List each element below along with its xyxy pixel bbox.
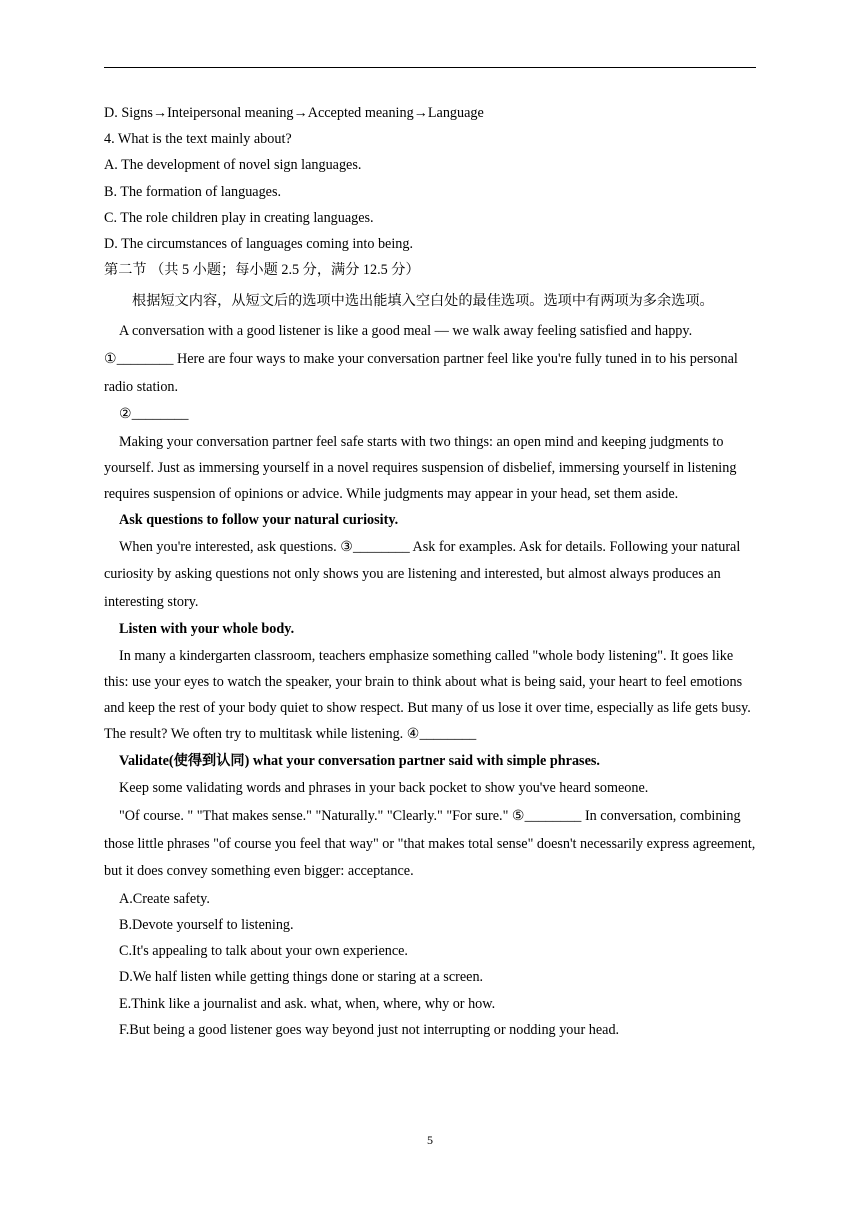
passage-paragraph-2: Making your conversation partner feel safe starts with two things: an open mind and keeping judgments to yourself. Just as immersing yourself in a novel requires suspension of disbelief, immersing yourself in listening requires suspension of opinions or advice. While judgments may appear in your head, set them aside. xyxy=(104,433,737,503)
document-body xyxy=(104,100,756,1043)
section-instruction: 根据短文内容，从短文后的选项中选出能填入空白处的最佳选项。选项中有两项为多余选项。 xyxy=(132,293,714,310)
question-4-option-d: D. The circumstances of languages coming into being. xyxy=(104,236,414,253)
option-e: E.Think like a journalist and ask. what, when, where, why or how. xyxy=(119,995,496,1012)
section-heading: 第二节 （共 5 小题；每小题 2.5 分，满分 12.5 分） xyxy=(104,262,420,279)
passage-paragraph-1: A conversation with a good listener is like a good meal — we walk away feeling satisfied and happy. ①________ Here are four ways to make your conversation partner feel like you're fully tuned in to his personal radio station. xyxy=(104,323,738,395)
subheading-validate: Validate(使得到认同) what your conversation partner said with simple phrases. xyxy=(119,753,600,770)
option-f: F.But being a good listener goes way beyond just not interrupting or nodding your head. xyxy=(119,1021,620,1038)
subheading-whole-body: Listen with your whole body. xyxy=(119,621,295,638)
header-rule xyxy=(104,67,756,68)
passage-paragraph-4: In many a kindergarten classroom, teachers emphasize something called "whole body listening". It goes like this: use your eyes to watch the speaker, your brain to think about what is being said, your heart to feel emotions and keep the rest of your body quiet to show respect. But many of us lose it over time, especially as life gets busy. The result? We often try to multitask while listening. ④________ xyxy=(104,647,751,743)
passage-paragraph-5: Keep some validating words and phrases in your back pocket to show you've heard someone. xyxy=(119,780,649,797)
question-4-stem: 4. What is the text mainly about? xyxy=(104,131,292,148)
subheading-ask-questions: Ask questions to follow your natural curiosity. xyxy=(119,512,399,529)
blank-2: ②________ xyxy=(119,406,189,423)
passage-paragraph-3: When you're interested, ask questions. ③________ Ask for examples. Ask for details. Following your natural curiosity by asking questions not only shows you are listening and interested, but almost always produces an interesting story. xyxy=(104,538,741,610)
option-a: A.Create safety. xyxy=(119,890,210,907)
option-c: C.It's appealing to talk about your own experience. xyxy=(119,943,408,960)
page-number: 5 xyxy=(427,1133,433,1147)
option-b: B.Devote yourself to listening. xyxy=(119,916,294,933)
question-3-option-d: D. Signs→Inteipersonal meaning→Accepted meaning→Language xyxy=(104,105,484,121)
question-4-option-c: C. The role children play in creating languages. xyxy=(104,209,374,226)
passage-paragraph-6: "Of course. " "That makes sense." "Naturally." "Clearly." "For sure." ⑤________ In conversation, combining those little phrases "of course you feel that way" or "that makes total sense" doesn't necessarily express agreement, but it does convey something even bigger: acceptance. xyxy=(104,808,756,880)
question-4-option-a: A. The development of novel sign languages. xyxy=(104,157,362,174)
question-4-option-b: B. The formation of languages. xyxy=(104,183,282,200)
option-d: D.We half listen while getting things done or staring at a screen. xyxy=(119,969,484,986)
